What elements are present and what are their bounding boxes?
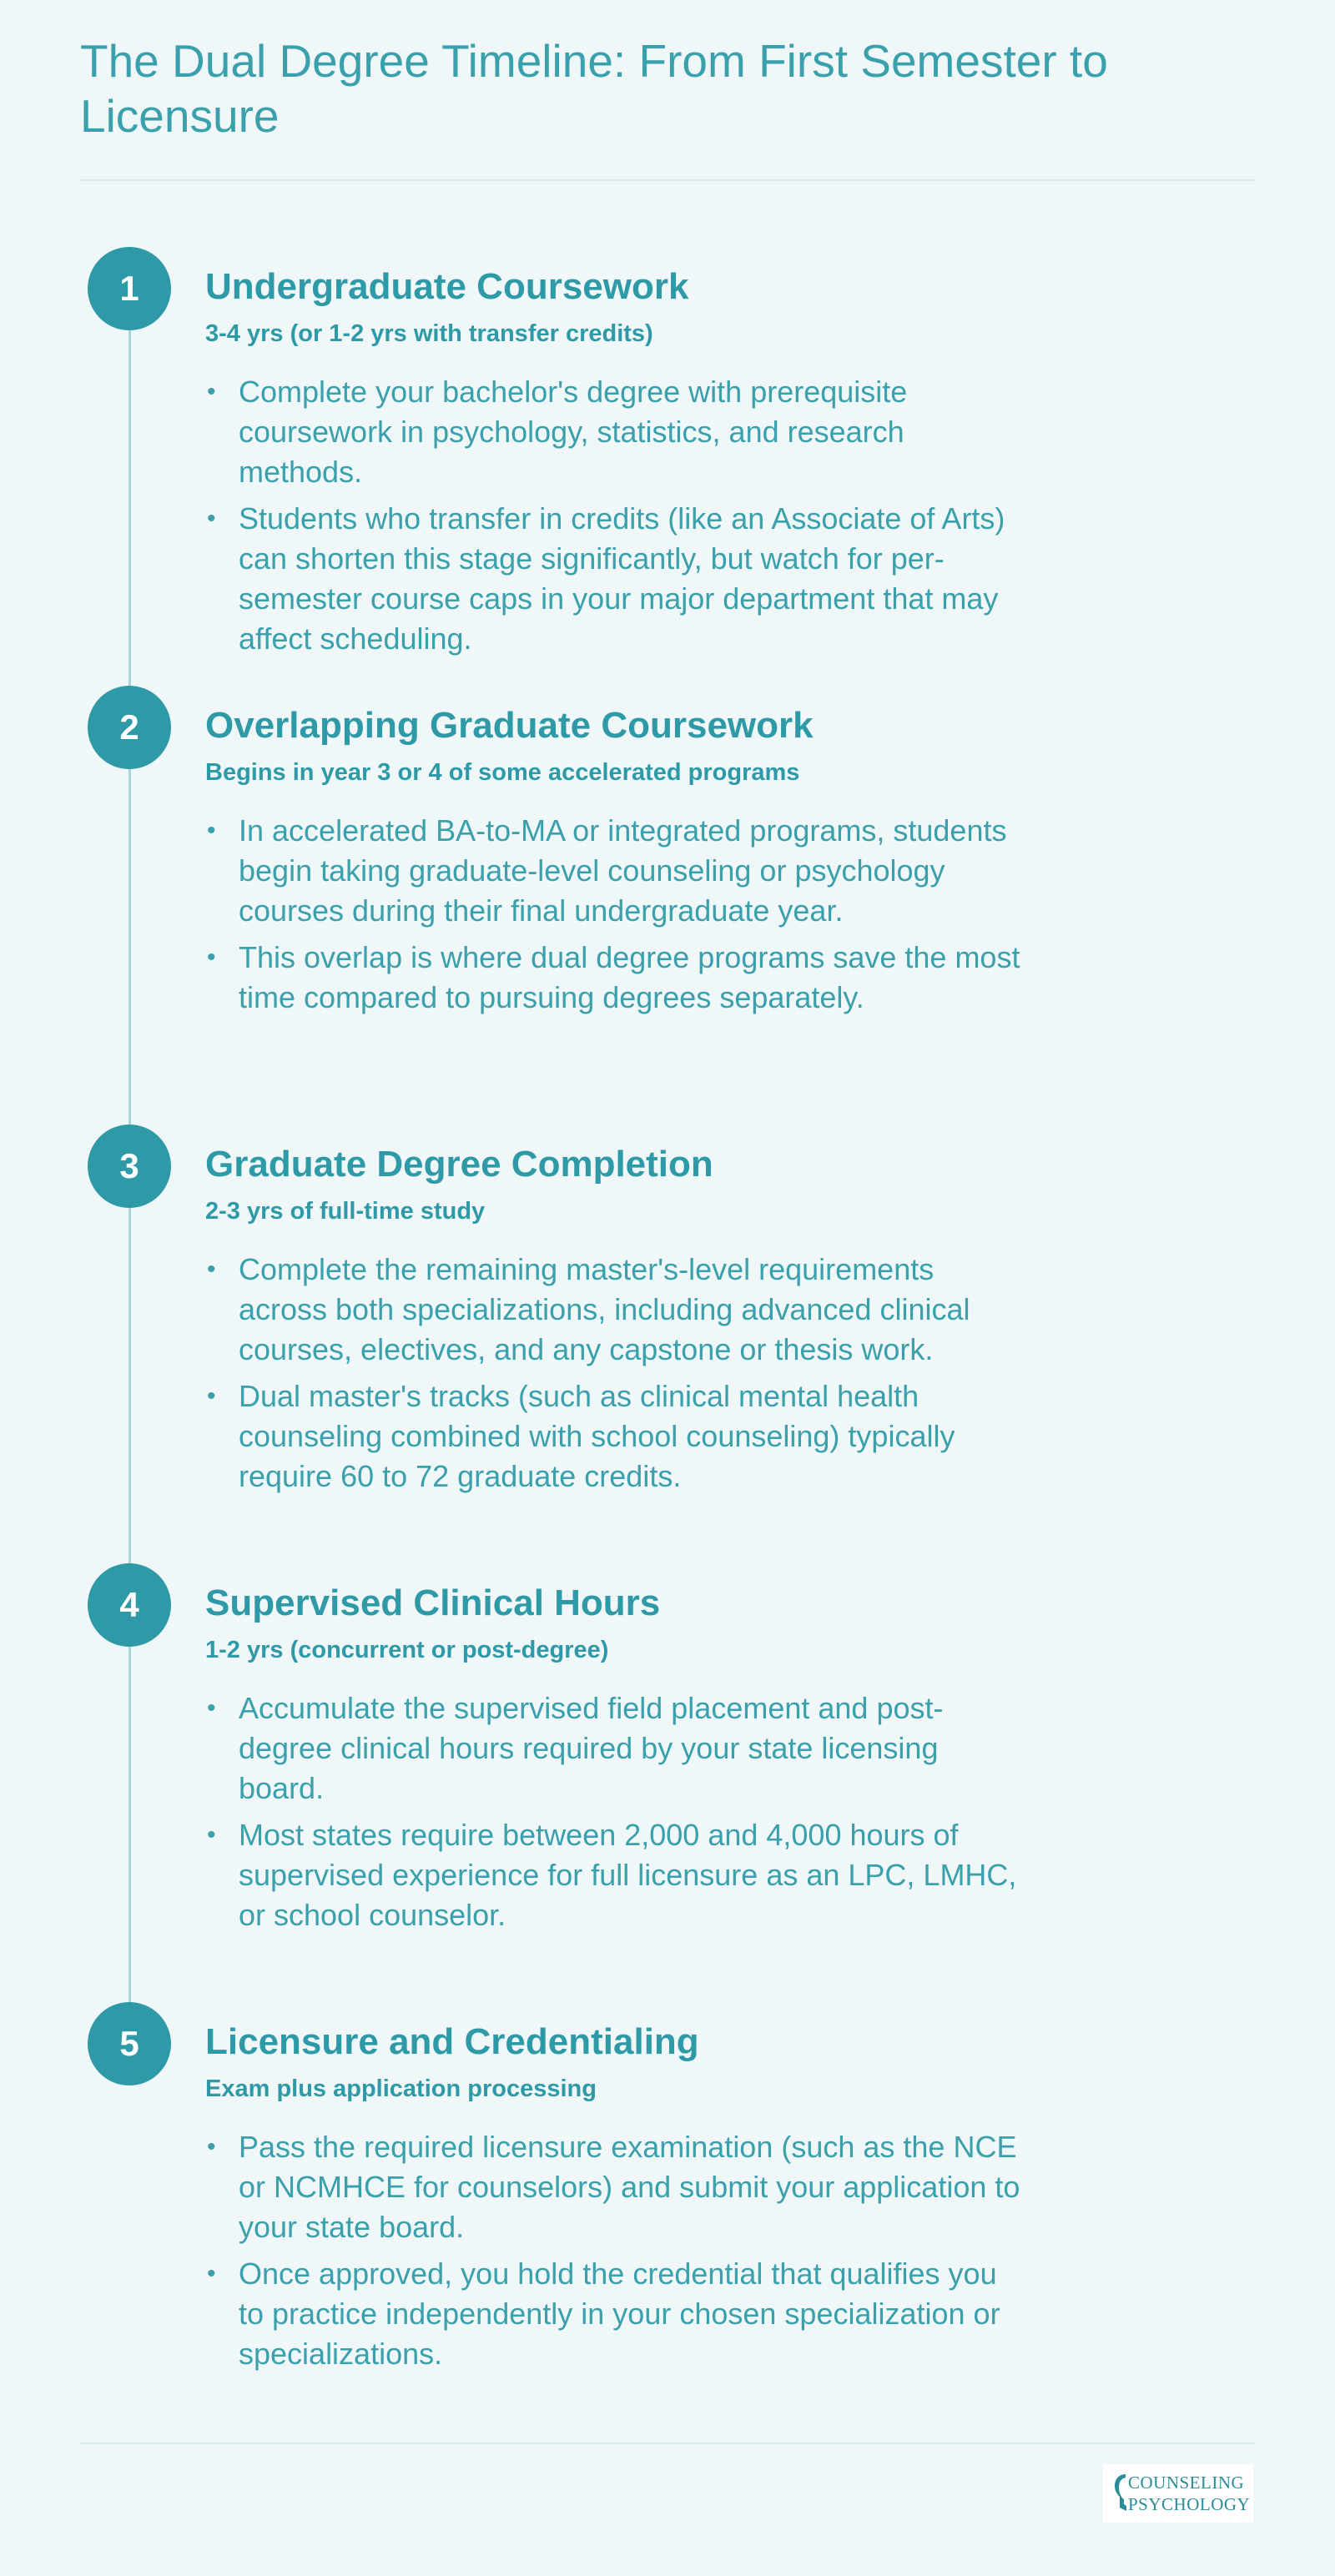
step-title: Undergraduate Coursework — [205, 266, 689, 307]
step-number-badge: 5 — [88, 2002, 171, 2085]
step-duration: Begins in year 3 or 4 of some accelerated programs — [205, 759, 800, 786]
bullet-dot-icon: • — [207, 817, 216, 844]
step-bullet-list — [205, 2127, 1023, 2381]
step-number-badge: 1 — [88, 247, 171, 330]
bottom-divider — [80, 2443, 1255, 2444]
bullet-dot-icon: • — [207, 1694, 216, 1722]
step-duration: Exam plus application processing — [205, 2075, 597, 2102]
step-title: Overlapping Graduate Coursework — [205, 705, 814, 746]
step-duration: 2-3 yrs of full-time study — [205, 1198, 486, 1225]
step-bullet-text: Students who transfer in credits (like an Associate of Arts) can shorten this stage significantly, but watch for per-semester course caps in your major department that may affect scheduling. — [239, 501, 1005, 656]
step-bullet — [205, 1688, 1023, 1809]
step-title: Graduate Degree Completion — [205, 1144, 713, 1185]
step-bullet-list — [205, 1250, 1023, 1503]
step-bullet-text: Accumulate the supervised field placement and post-degree clinical hours required by your state licensing board. — [239, 1691, 944, 1805]
step-bullet-list — [205, 1688, 1023, 1942]
step-number-badge: 4 — [88, 1563, 171, 1647]
step-title: Supervised Clinical Hours — [205, 1582, 661, 1623]
bullet-dot-icon: • — [207, 1821, 216, 1849]
step-duration: 1-2 yrs (concurrent or post-degree) — [205, 1637, 609, 1663]
step-bullet — [205, 372, 1023, 492]
step-bullet — [205, 1376, 1023, 1497]
step-bullet-text: Complete the remaining master's-level requirements across both specializations, including advanced clinical courses, electives, and any capstone or thesis work. — [239, 1252, 970, 1366]
step-bullet — [205, 499, 1023, 659]
step-bullet-text: Pass the required licensure examination (such as the NCE or NCMHCE for counselors) and submit your application to your state board. — [239, 2130, 1020, 2244]
step-bullet-list — [205, 811, 1023, 1024]
step-number-badge: 2 — [88, 686, 171, 769]
step-bullet — [205, 1815, 1023, 1935]
step-bullet-list — [205, 372, 1023, 666]
bullet-dot-icon: • — [207, 1255, 216, 1283]
bullet-dot-icon: • — [207, 2260, 216, 2287]
head-silhouette-icon — [1113, 2471, 1128, 2514]
step-bullet — [205, 2254, 1023, 2374]
step-duration: 3-4 yrs (or 1-2 yrs with transfer credits) — [205, 320, 653, 347]
step-bullet — [205, 811, 1023, 931]
step-number-badge: 3 — [88, 1124, 171, 1208]
step-bullet-text: In accelerated BA-to-MA or integrated programs, students begin taking graduate-level counseling or psychology courses during their final undergraduate year. — [239, 813, 1007, 928]
bullet-dot-icon: • — [207, 2133, 216, 2161]
step-bullet — [205, 2127, 1023, 2247]
step-bullet-text: Once approved, you hold the credential that qualifies you to practice independently in your chosen specialization or specializations. — [239, 2257, 1000, 2371]
step-bullet-text: Most states require between 2,000 and 4,000 hours of supervised experience for full licensure as an LPC, LMHC, or school counselor. — [239, 1818, 1017, 1932]
logo-text-line2: PSYCHOLOGY — [1128, 2494, 1251, 2514]
logo-text-line1: COUNSELING — [1128, 2473, 1245, 2493]
step-bullet-text: This overlap is where dual degree programs save the most time compared to pursuing degrees separately. — [239, 940, 1020, 1014]
step-bullet-text: Dual master's tracks (such as clinical mental health counseling combined with school counseling) typically require 60 to 72 graduate credits. — [239, 1379, 955, 1493]
page-title: The Dual Degree Timeline: From First Semester to Licensure — [80, 35, 1108, 142]
counseling-psychology-logo — [1103, 2464, 1253, 2523]
bullet-dot-icon: • — [207, 1382, 216, 1410]
step-bullet — [205, 1250, 1023, 1370]
bullet-dot-icon: • — [207, 943, 216, 971]
bullet-dot-icon: • — [207, 378, 216, 405]
top-divider — [80, 179, 1255, 181]
step-bullet — [205, 938, 1023, 1018]
bullet-dot-icon: • — [207, 505, 216, 532]
step-title: Licensure and Credentialing — [205, 2021, 699, 2062]
step-bullet-text: Complete your bachelor's degree with prerequisite coursework in psychology, statistics, and research methods. — [239, 375, 908, 489]
